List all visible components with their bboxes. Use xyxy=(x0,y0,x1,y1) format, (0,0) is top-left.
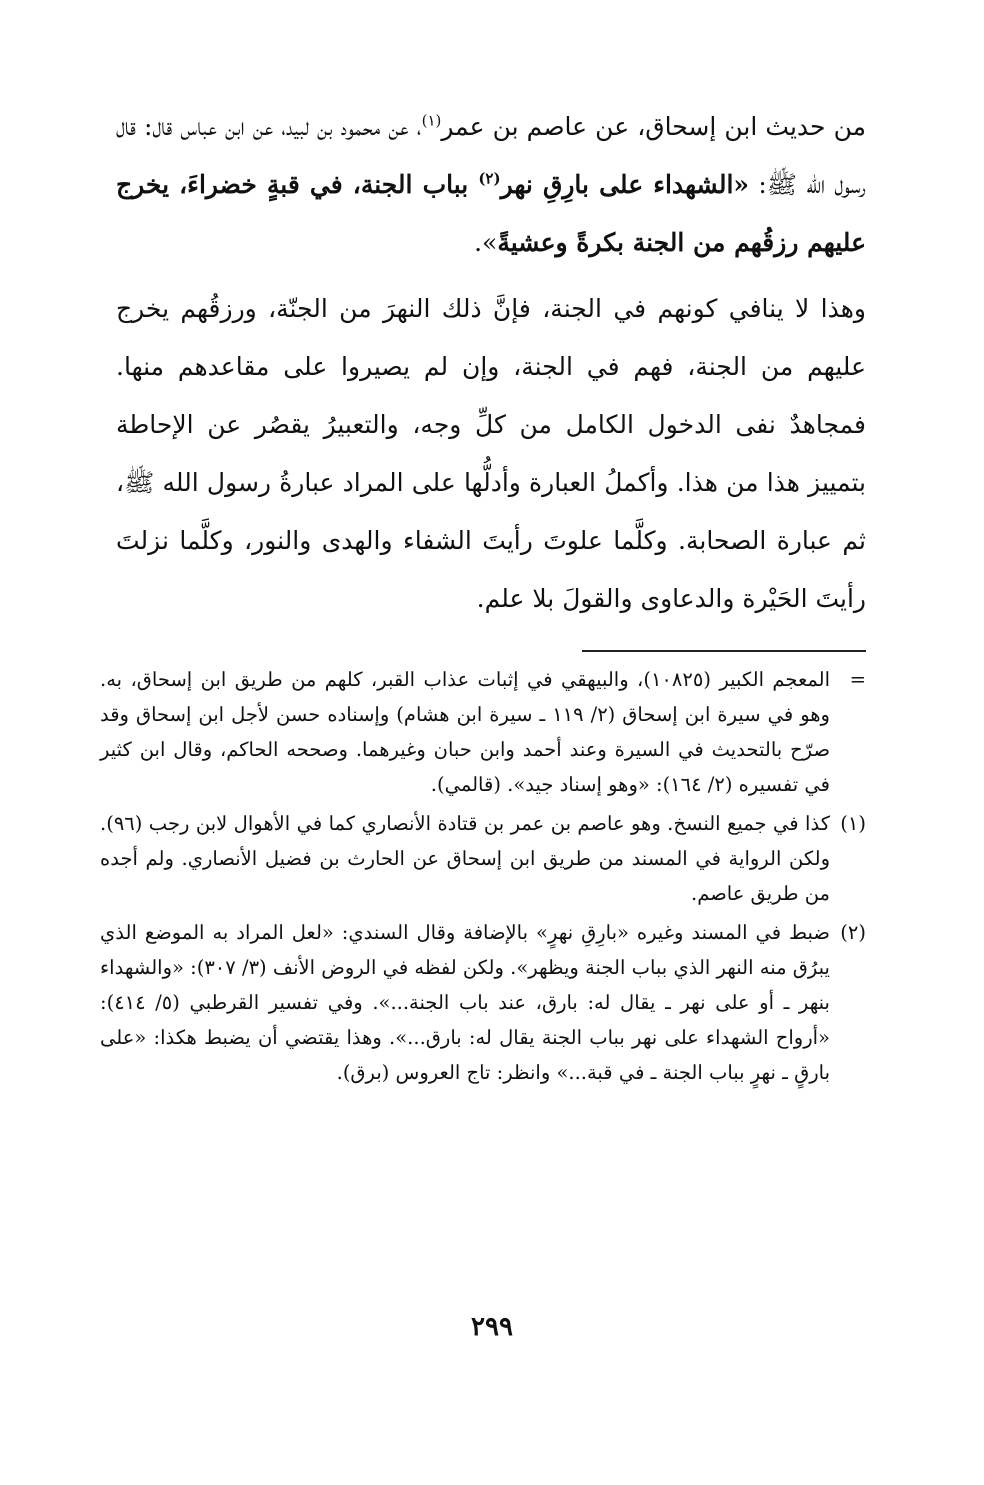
paragraph-1 xyxy=(116,98,866,272)
footnote-ref-2[interactable]: (٢) xyxy=(478,169,501,188)
page-number: ٢٩٩ xyxy=(471,1312,513,1342)
hadith-quote-part-1: «الشهداء على بارِقِ نهر xyxy=(500,170,750,199)
footnote-separator xyxy=(582,650,866,652)
main-text xyxy=(116,98,866,628)
footnote-mark: = xyxy=(849,668,866,691)
footnote-1 xyxy=(100,806,866,911)
footnote-text: كذا في جميع النسخ. وهو عاصم بن عمر بن قتادة الأنصاري كما في الأهوال لابن رجب (٩٦). ولكن الرواية في المسند من طريق ابن إسحاق عن الحارث بن فضيل الأنصاري. ولم أجده من طريق عاصم. xyxy=(100,812,830,905)
paragraph-1-text-a: من حديث ابن إسحاق، عن عاصم بن عمر xyxy=(441,112,866,141)
footnote-text: المعجم الكبير (١٠٨٢٥)، والبيهقي في إثبات عذاب القبر، كلهم من طريق ابن إسحاق، به. وهو في سيرة ابن إسحاق (٢/ ١١٩ ـ سيرة ابن هشام) وإسناده حسن لأجل ابن إسحاق وقد صرّح بالتحديث في السيرة وعند أحمد وابن حبان وغيرهما. وصححه الحاكم، وقال ابن كثير في تفسيره (٢/ ١٦٤): «وهو إسناد جيد». (قالمي). xyxy=(100,668,831,796)
paragraph-1-text-b: ، عن محمود بن لبيد، عن ابن عباس قال: قال رسول الله ﷺ: xyxy=(116,112,866,199)
footnote-mark: (٢) xyxy=(840,921,866,944)
footnote-mark: (١) xyxy=(840,812,866,835)
footnote-continued xyxy=(100,662,866,802)
footnote-ref-1[interactable]: (١) xyxy=(421,111,442,130)
footnote-text: ضبط في المسند وغيره «بارِقِ نهرٍ» بالإضافة وقال السندي: «لعل المراد به الموضع الذي يبرُق منه النهر الذي بباب الجنة ويظهر». ولكن لفظه في الروض الأنف (٣/ ٣٠٧): «والشهداء بنهر ـ أو على نهر ـ يقال له: بارق، عند باب الجنة...». وفي تفسير القرطبي (٥/ ٤١٤): «أرواح الشهداء على نهر بباب الجنة يقال له: بارق...». وهذا يقتضي أن يضبط هكذا: «على بارقٍ ـ نهرٍ بباب الجنة ـ في قبة...» وانظر: تاج العروس (برق). xyxy=(100,921,830,1084)
hadith-quote-part-2: بباب الجنة، في قبةٍ خضراءَ، يخرج عليهم رزقُهم من الجنة بكرةً وعشيةً xyxy=(116,170,866,257)
paragraph-2: وهذا لا ينافي كونهم في الجنة، فإنَّ ذلك النهرَ من الجنّة، ورزقُهم يخرج عليهم من الجنة، فهم في الجنة، وإن لم يصيروا على مقاعدهم منها. فمجاهدٌ نفى الدخول الكامل من كلِّ وجه، والتعبيرُ يقصُر عن الإحاطة بتمييز هذا من هذا. وأكملُ العبارة وأدلُّها على المراد عبارةُ رسول الله ﷺ، ثم عبارة الصحابة. وكلَّما علوتَ رأيتَ الشفاء والهدى والنور، وكلَّما نزلتَ رأيتَ الحَيْرة والدعاوى والقولَ بلا علم. xyxy=(116,294,866,613)
footnote-2 xyxy=(100,915,866,1090)
footnotes xyxy=(100,662,866,1094)
paragraph-1-end: ». xyxy=(474,228,498,257)
